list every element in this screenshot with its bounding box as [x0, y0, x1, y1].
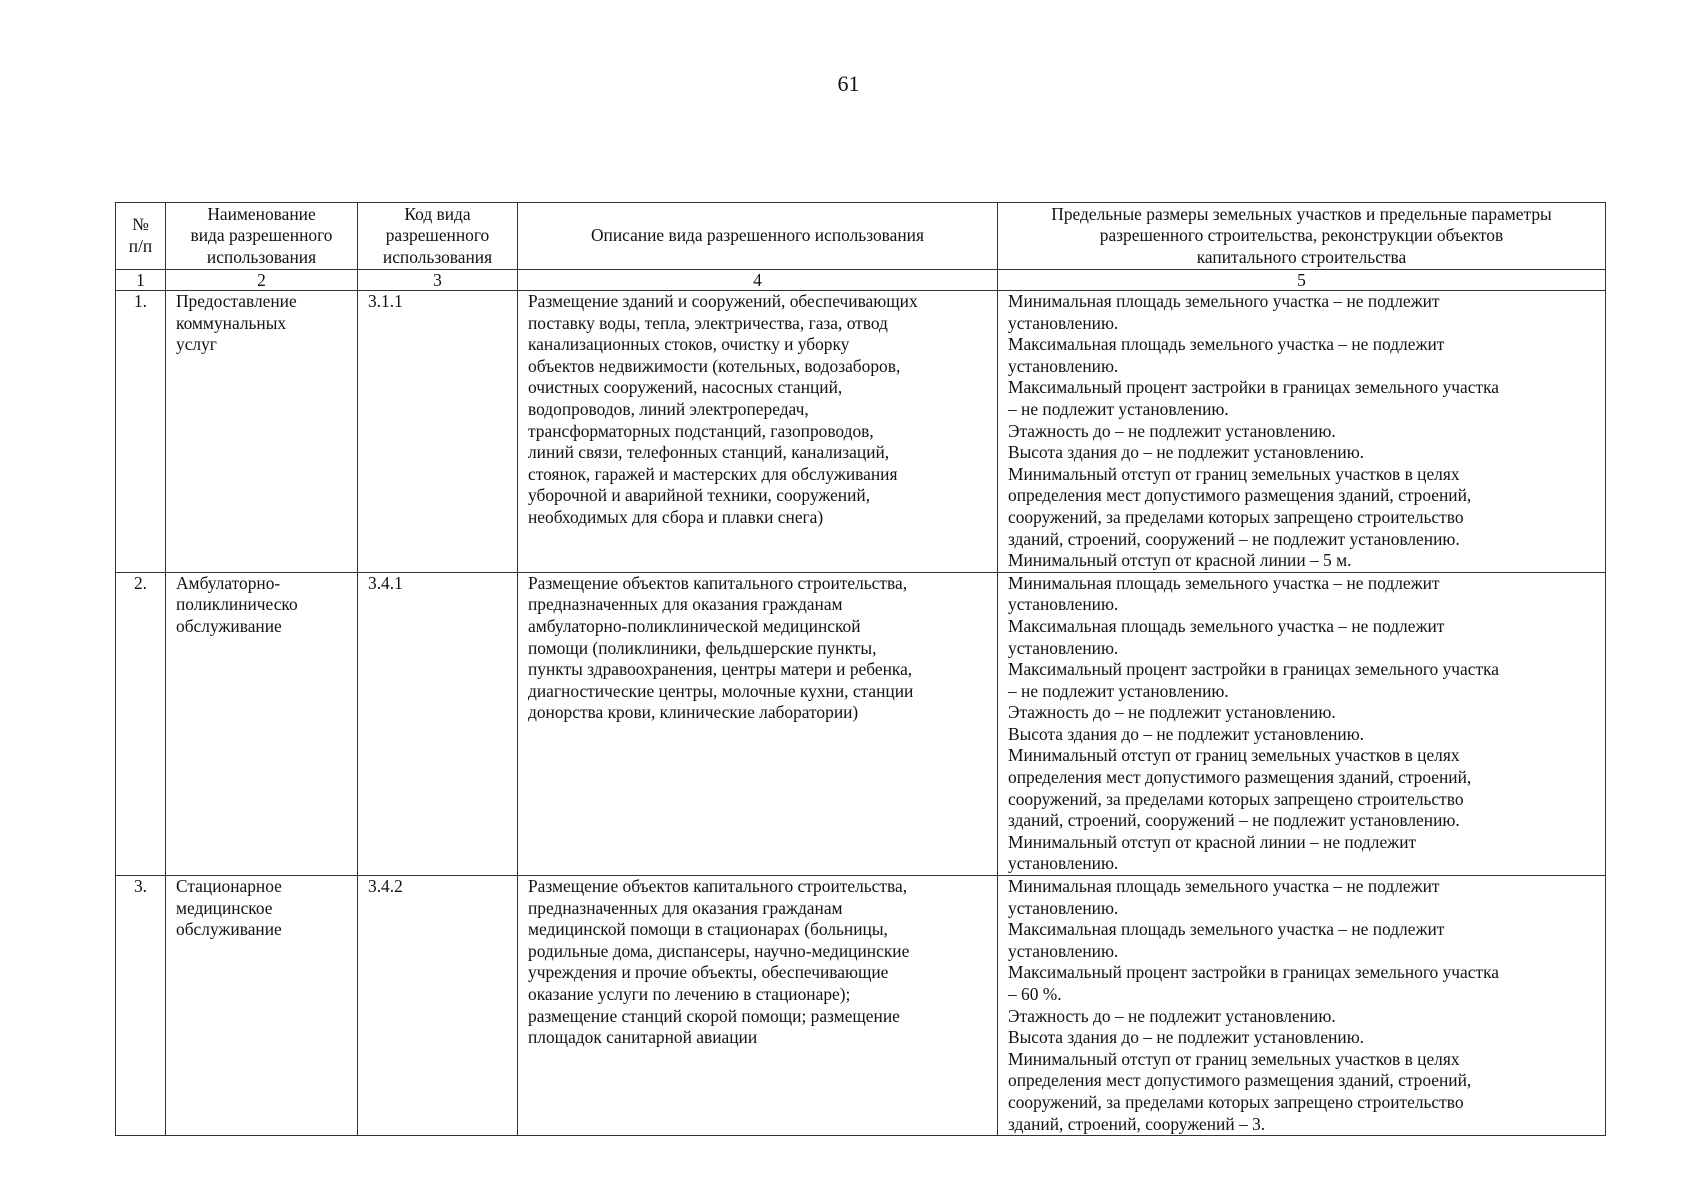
use-parameters: Минимальная площадь земельного участка – не подлежит установлению. Максимальная площадь земельного участка – не подлежит установлению. Максимальный процент застройки в границах земельного участка – не подлежит установлению. Этажность до – не подлежит установлению. Высота здания до – не подлежит установлению. Минимальный отступ от границ земельных участков в целях определения мест допустимого размещения зданий, строений, сооружений, за пределами которых запрещено строительство зданий, строений, сооружений – не подлежит установлению. Минимальный отступ от красной линии – 5 м.: [998, 291, 1606, 573]
use-name: Предоставление коммунальных услуг: [166, 291, 358, 573]
use-description: Размещение объектов капитального строительства, предназначенных для оказания гражданам амбулаторно-поликлинической медицинской помощи (поликлиники, фельдшерские пункты, пункты здравоохранения, центры матери и ребенка, диагностические центры, молочные кухни, станции донорства крови, клинические лаборатории): [518, 572, 998, 875]
column-number: 3: [358, 270, 518, 291]
header-use-name: Наименование вида разрешенного использования: [166, 203, 358, 270]
header-use-code: Код вида разрешенного использования: [358, 203, 518, 270]
land-use-table: [115, 202, 1606, 1136]
column-number: 1: [116, 270, 166, 291]
use-description: Размещение объектов капитального строительства, предназначенных для оказания гражданам медицинской помощи в стационарах (больницы, родильные дома, диспансеры, научно-медицинские учреждения и прочие объекты, обеспечивающие оказание услуги по лечению в стационаре); размещение станций скорой помощи; размещение площадок санитарной авиации: [518, 876, 998, 1136]
row-number: 2.: [116, 572, 166, 875]
table-row: [116, 876, 1606, 1136]
column-number-row: [116, 270, 1606, 291]
use-parameters: Минимальная площадь земельного участка – не подлежит установлению. Максимальная площадь земельного участка – не подлежит установлению. Максимальный процент застройки в границах земельного участка – 60 %. Этажность до – не подлежит установлению. Высота здания до – не подлежит установлению. Минимальный отступ от границ земельных участков в целях определения мест допустимого размещения зданий, строений, сооружений, за пределами которых запрещено строительство зданий, строений, сооружений – 3.: [998, 876, 1606, 1136]
use-code: 3.4.2: [358, 876, 518, 1136]
column-number: 5: [998, 270, 1606, 291]
table-row: [116, 291, 1606, 573]
header-parameters: Предельные размеры земельных участков и предельные параметры разрешенного строительства, реконструкции объектов капитального строительства: [998, 203, 1606, 270]
table-row: [116, 572, 1606, 875]
table-header-row: [116, 203, 1606, 270]
use-name: Амбулаторно- поликлиническо обслуживание: [166, 572, 358, 875]
use-description: Размещение зданий и сооружений, обеспечивающих поставку воды, тепла, электричества, газа, отвод канализационных стоков, очистку и уборку объектов недвижимости (котельных, водозаборов, очистных сооружений, насосных станций, водопроводов, линий электропередач, трансформаторных подстанций, газопроводов, линий связи, телефонных станций, канализаций, стоянок, гаражей и мастерских для обслуживания уборочной и аварийной техники, сооружений, необходимых для сбора и плавки снега): [518, 291, 998, 573]
header-description: Описание вида разрешенного использования: [518, 203, 998, 270]
use-code: 3.4.1: [358, 572, 518, 875]
column-number: 4: [518, 270, 998, 291]
page-number: 61: [837, 71, 860, 96]
use-parameters: Минимальная площадь земельного участка – не подлежит установлению. Максимальная площадь земельного участка – не подлежит установлению. Максимальный процент застройки в границах земельного участка – не подлежит установлению. Этажность до – не подлежит установлению. Высота здания до – не подлежит установлению. Минимальный отступ от границ земельных участков в целях определения мест допустимого размещения зданий, строений, сооружений, за пределами которых запрещено строительство зданий, строений, сооружений – не подлежит установлению. Минимальный отступ от красной линии – не подлежит установлению.: [998, 572, 1606, 875]
use-code: 3.1.1: [358, 291, 518, 573]
use-name: Стационарное медицинское обслуживание: [166, 876, 358, 1136]
row-number: 1.: [116, 291, 166, 573]
column-number: 2: [166, 270, 358, 291]
row-number: 3.: [116, 876, 166, 1136]
header-number: № п/п: [116, 203, 166, 270]
